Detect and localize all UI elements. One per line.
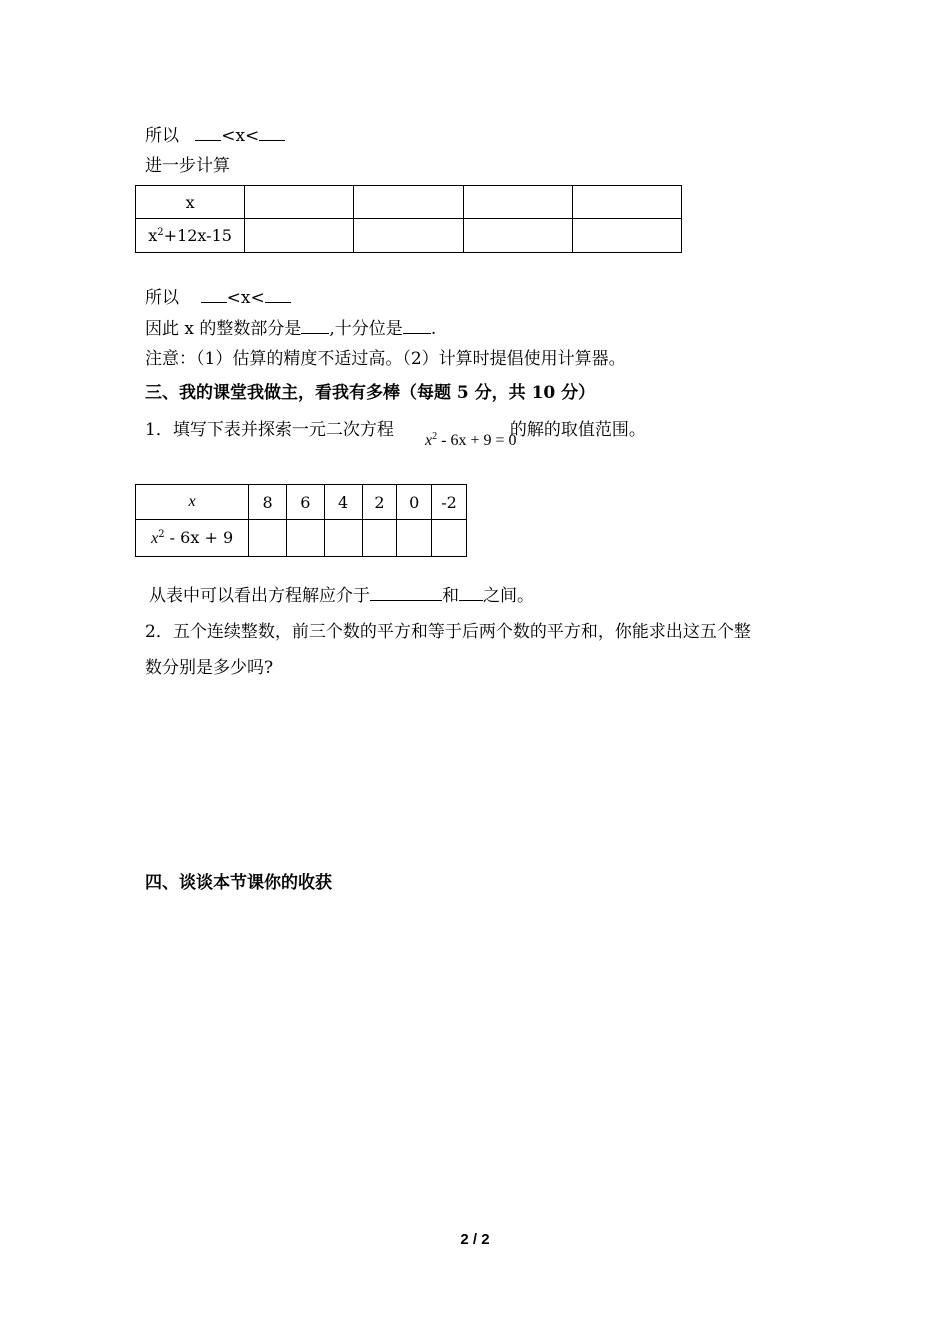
table2-x-value: 4	[324, 485, 362, 520]
section-3-heading: 三、我的课堂我做主，看我有多棒（每题 5 分，共 10 分）	[145, 383, 596, 403]
inequality-text: <x<	[221, 126, 260, 146]
upper-bound-blank[interactable]	[259, 123, 285, 141]
table2-x-value: 8	[249, 485, 287, 520]
table2-row-label: $x^2 - 6x + 9$	[136, 520, 249, 557]
lower-bound-blank[interactable]	[195, 123, 221, 141]
table1-cell[interactable]	[354, 186, 463, 219]
lower-bound-blank[interactable]	[201, 285, 227, 303]
table1-row-label: $x^2+12x-15$	[136, 219, 245, 253]
note-text: 注意：（1）估算的精度不适过高。（2）计算时提倡使用计算器。	[145, 349, 626, 369]
range-lower-blank[interactable]	[370, 583, 442, 601]
calc-table-1	[135, 185, 682, 253]
table2-x-value: 2	[362, 485, 397, 520]
table1-cell[interactable]	[572, 186, 681, 219]
integer-part-line: 因此 x 的整数部分是 ,十分位是 .	[145, 316, 436, 341]
section-4-heading: 四、谈谈本节课你的收获	[145, 873, 332, 893]
table1-cell[interactable]	[463, 219, 572, 253]
table1-header-x: x	[136, 186, 245, 219]
calc-table-2	[135, 484, 467, 557]
table2-x-value: 6	[286, 485, 324, 520]
inequality-text: <x<	[226, 288, 265, 308]
table2-x-value: 0	[397, 485, 432, 520]
table2-cell[interactable]	[432, 520, 467, 557]
range-upper-blank[interactable]	[459, 583, 483, 601]
further-calc-label: 进一步计算	[145, 156, 230, 176]
table1-cell[interactable]	[245, 186, 354, 219]
table2-cell[interactable]	[286, 520, 324, 557]
table2-cell[interactable]	[397, 520, 432, 557]
table2-header-x: x	[136, 485, 249, 520]
question-2-line-1: 2．五个连续整数，前三个数的平方和等于后两个数的平方和，你能求出这五个整	[145, 622, 751, 642]
estimate-range-line-2	[145, 285, 291, 310]
question-1: 1．填写下表并探索一元二次方程 的解的取值范围。	[145, 420, 646, 440]
integer-part-blank[interactable]	[301, 316, 329, 334]
table1-cell[interactable]	[354, 219, 463, 253]
so-label: 所以	[145, 126, 179, 146]
table2-cell[interactable]	[324, 520, 362, 557]
question-1-answer: 从表中可以看出方程解应介于 和 之间。	[149, 583, 534, 608]
table1-cell[interactable]	[245, 219, 354, 253]
estimate-range-line-1	[145, 123, 285, 148]
so-label: 所以	[145, 288, 179, 308]
table2-cell[interactable]	[362, 520, 397, 557]
tenths-digit-blank[interactable]	[403, 316, 431, 334]
page-number: 2 / 2	[460, 1231, 490, 1248]
table2-cell[interactable]	[249, 520, 287, 557]
table1-cell[interactable]	[572, 219, 681, 253]
table2-x-value: -2	[432, 485, 467, 520]
question-2-line-2: 数分别是多少吗?	[145, 658, 274, 678]
table1-cell[interactable]	[463, 186, 572, 219]
upper-bound-blank[interactable]	[265, 285, 291, 303]
question-1-equation: $x^2 - 6x + 9 = 0$	[425, 431, 517, 449]
